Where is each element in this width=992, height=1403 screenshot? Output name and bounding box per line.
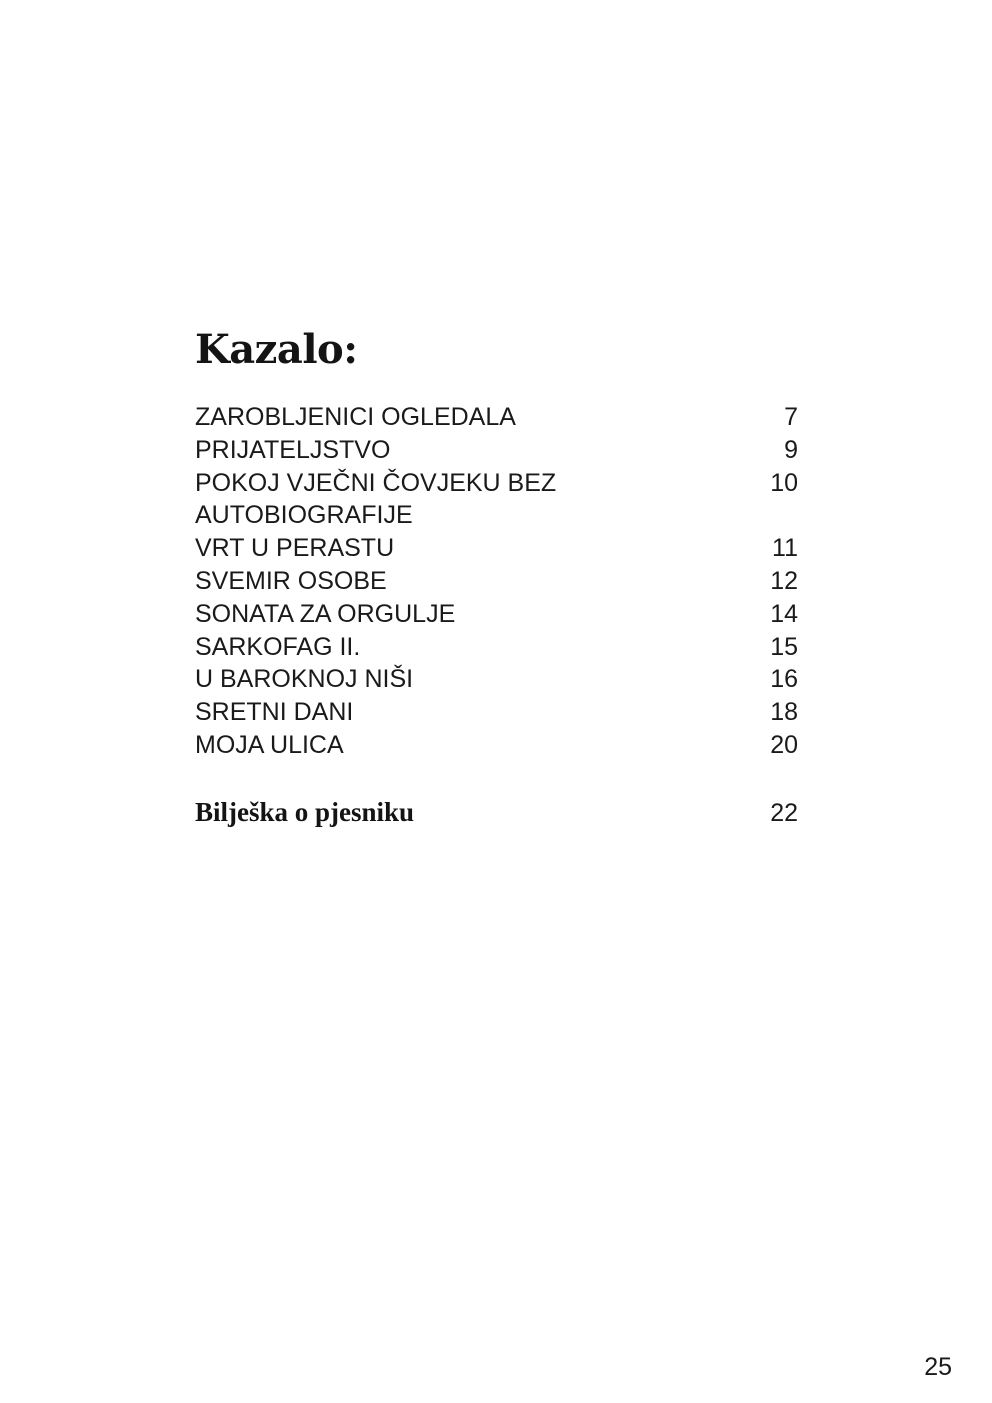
toc-entry-page: 10 <box>770 468 798 497</box>
toc-entry <box>195 631 798 664</box>
toc-entry <box>195 663 798 696</box>
toc-entry <box>195 532 798 565</box>
toc-entry <box>195 598 798 631</box>
toc-entry-page: 16 <box>770 665 798 694</box>
toc-entry <box>195 729 798 762</box>
toc-entry-title: VRT U PERASTU <box>195 534 395 563</box>
toc-entry-page: 12 <box>770 566 798 595</box>
toc-entry-page: 14 <box>770 599 798 628</box>
toc-entry-page: 7 <box>784 403 798 431</box>
toc-entry-page: 20 <box>770 730 798 759</box>
toc-entry-title: MOJA ULICA <box>195 730 344 759</box>
toc-note-page: 22 <box>770 799 798 827</box>
toc-entry-page: 11 <box>772 534 798 563</box>
toc-entry-title: SRETNI DANI <box>195 698 354 727</box>
toc-entry-page: 9 <box>784 435 798 464</box>
toc-entry-title: U BAROKNOJ NIŠI <box>195 665 414 694</box>
toc-entry <box>195 565 798 598</box>
toc-entry <box>195 434 798 467</box>
toc-entry-title: PRIJATELJSTVO <box>195 435 391 464</box>
toc-entry-title: POKOJ VJEČNI ČOVJEKU BEZ AUTOBIOGRAFIJE <box>195 468 557 529</box>
page-number: 25 <box>924 1353 952 1381</box>
page-title: Kazalo: <box>195 326 358 373</box>
toc-entry-title: SARKOFAG II. <box>195 632 361 661</box>
table-of-contents <box>195 401 798 762</box>
toc-entry <box>195 696 798 729</box>
toc-entry-page: 15 <box>770 632 798 661</box>
toc-entry-title: ZAROBLJENICI OGLEDALA <box>195 403 516 431</box>
toc-entry-page: 18 <box>770 698 798 727</box>
toc-entry-title: SVEMIR OSOBE <box>195 566 387 595</box>
toc-entry <box>195 467 798 533</box>
toc-note-entry <box>195 796 798 829</box>
toc-entry-title: SONATA ZA ORGULJE <box>195 599 456 628</box>
toc-entry <box>195 401 798 434</box>
toc-note-title: Bilješka o pjesniku <box>195 797 415 827</box>
